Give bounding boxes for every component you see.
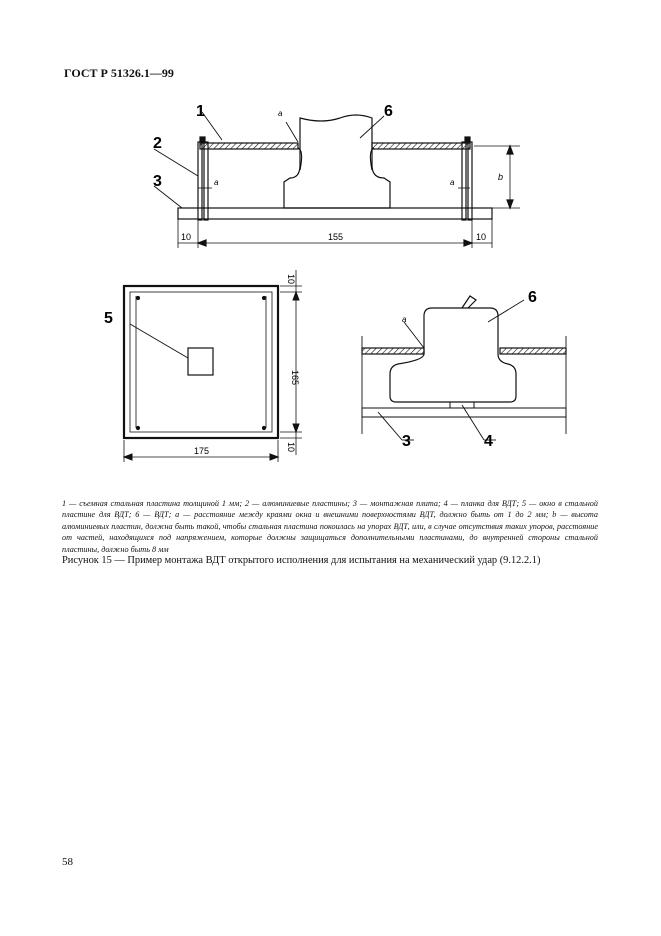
figure-caption: Рисунок 15 — Пример монтажа ВДТ открытого исполнения для испытания на механический удар (9.12.2.1) [62,555,541,566]
dim-10-right: 10 [476,232,487,242]
rcd-window [188,348,213,375]
side-section-view [154,112,520,248]
dim-a-right: a [450,178,455,187]
callout-5: 5 [104,310,113,327]
callout-1: 1 [196,103,205,120]
dim-a-detail: a [402,315,407,324]
dim-10-top: 10 [286,274,296,285]
dim-155: 155 [328,232,344,242]
callout-3: 3 [153,173,162,190]
dim-10-bottom: 10 [286,442,296,453]
dim-165: 165 [290,370,300,386]
callout-3-detail: 3 [402,433,411,450]
plan-view [124,270,302,462]
document-header: ГОСТ Р 51326.1—99 [64,66,174,80]
callout-4-detail: 4 [484,433,493,450]
figure-legend: 1 — съемная стальная пластина толщиной 1 мм; 2 — алюминиевые пластины; 3 — монтажная плита; 4 — планка для ВДТ; 5 — окно в стальной пластине для ВДТ; 6 — ВДТ; а — расстояние между краями окна и внешними поверхностями ВДТ, должно быть от 1 до 2 мм; b — высота алюминиевых пластин, должна быть такой, чтобы стальная пластина покоилась на упорах ВДТ, или, в случае отсутствия таких упоров, расстояние от частей, находящихся под напряжением, которые должны защищаться дополнительными пластинами, до внутренней стороны стальной пластины, должно быть 8 мм [62,499,598,554]
dim-a-left: a [214,178,219,187]
detail-view [362,296,566,440]
page-number: 58 [62,856,73,868]
callout-2: 2 [153,135,162,152]
dim-a-top: a [278,109,283,118]
mounting-plate [178,208,492,219]
dim-175: 175 [194,446,210,456]
dim-b: b [498,172,504,182]
callout-6-detail: 6 [528,289,537,306]
dim-10-left: 10 [181,232,192,242]
callout-6: 6 [384,103,393,120]
